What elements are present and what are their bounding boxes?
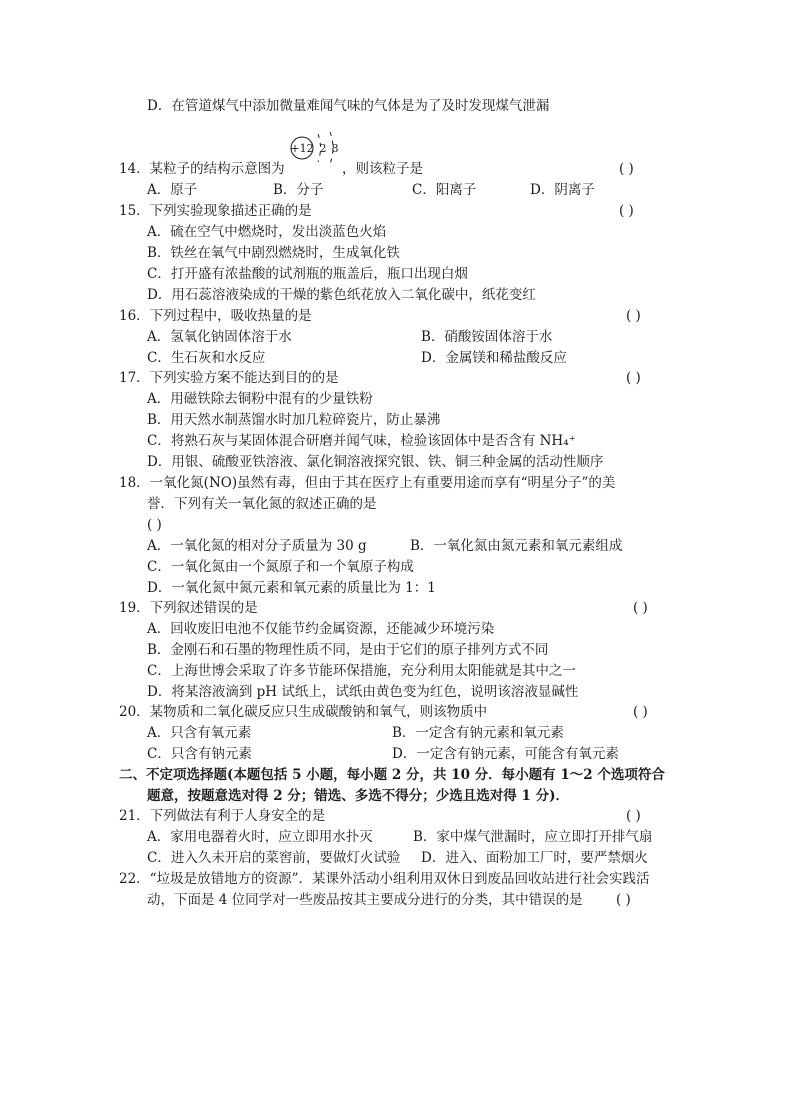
q22-stem-line2: 动，下面是 4 位同学对一些废品按其主要成分进行的分类，其中错误的是 <box>147 892 583 908</box>
q16-answer-paren: ( ) <box>626 308 641 324</box>
q16-option-a: A．氢氧化钠固体溶于水 <box>147 329 292 345</box>
q16-option-b: B．硝酸铵固体溶于水 <box>421 329 553 345</box>
q19-option-d: D．将某溶液滴到 pH 试纸上，试纸由黄色变为红色，说明该溶液显碱性 <box>147 684 579 700</box>
q17-option-b: B．用天然水制蒸馏水时加几粒碎瓷片，防止暴沸 <box>147 412 441 428</box>
q21-option-c: C．进入久未开启的菜窖前，要做灯火试验 <box>147 850 401 866</box>
q17-stem: 17．下列实验方案不能达到目的的是 <box>119 370 339 386</box>
q20-option-b: B．一定含有钠元素和氧元素 <box>392 725 564 741</box>
q21-option-b: B．家中煤气泄漏时，应立即打开排气扇 <box>413 829 653 845</box>
q14-option-a: A．原子 <box>147 182 198 198</box>
q22-answer-paren: ( ) <box>616 892 631 908</box>
q15-stem: 15．下列实验现象描述正确的是 <box>119 203 312 219</box>
q20-option-c: C．只含有钠元素 <box>147 746 252 762</box>
q14-option-b: B．分子 <box>273 182 324 198</box>
q22-stem-line1: 22．“垃圾是放错地方的资源”．某课外活动小组利用双休日到废品回收站进行社会实践活 <box>119 871 650 887</box>
q14-stem-tail: ，则该粒子是 <box>342 161 423 177</box>
q14-answer-paren: ( ) <box>619 161 634 177</box>
q15-option-b: B．铁丝在氧气中剧烈燃烧时，生成氧化铁 <box>147 245 400 261</box>
q18-option-c: C．一氧化氮由一个氮原子和一个氧原子构成 <box>147 559 414 575</box>
q17-option-c: C．将熟石灰与某固体混合研磨并闻气味，检验该固体中是否含有 NH₄⁺ <box>147 433 576 449</box>
q18-answer-paren: ( ) <box>147 517 162 533</box>
q18-option-b: B．一氧化氮由氮元素和氧元素组成 <box>410 538 623 554</box>
q18-option-d: D．一氧化氮中氮元素和氧元素的质量比为 1：1 <box>147 580 436 596</box>
atom-shell-2-electrons: 8 <box>331 142 339 155</box>
q18-stem-line2: 誉．下列有关一氧化氮的叙述正确的是 <box>147 496 377 512</box>
q16-option-c: C．生石灰和水反应 <box>147 350 266 366</box>
q19-stem: 19．下列叙述错误的是 <box>119 600 258 616</box>
atom-nucleus-charge: +12 <box>290 142 314 155</box>
section-2-heading-line2: 题意，按题意选对得 2 分；错选、多选不得分；少选且选对得 1 分)． <box>147 788 569 804</box>
atom-shell-1-electrons: 2 <box>319 142 327 155</box>
q19-option-b: B．金刚石和石墨的物理性质不同，是由于它们的原子排列方式不同 <box>147 642 549 658</box>
q21-answer-paren: ( ) <box>626 808 641 824</box>
q19-option-c: C．上海世博会采取了许多节能环保措施，充分利用太阳能就是其中之一 <box>147 663 576 679</box>
q21-stem: 21．下列做法有利于人身安全的是 <box>119 808 326 824</box>
q14-option-d: D．阴离子 <box>530 182 595 198</box>
q17-option-d: D．用银、硫酸亚铁溶液、氯化铜溶液探究银、铁、铜三种金属的活动性顺序 <box>147 454 604 470</box>
q15-option-d: D．用石蕊溶液染成的干燥的紫色纸花放入二氧化碳中，纸花变红 <box>147 287 536 303</box>
atom-structure-diagram <box>288 126 348 170</box>
q20-stem: 20．某物质和二氧化碳反应只生成碳酸钠和氧气，则该物质中 <box>119 704 488 720</box>
q21-option-a: A．家用电器着火时，应立即用水扑灭 <box>147 829 373 845</box>
q15-answer-paren: ( ) <box>619 203 634 219</box>
q18-stem-line1: 18．一氧化氮(NO)虽然有毒，但由于其在医疗上有重要用途而享有“明星分子”的美 <box>119 475 616 491</box>
q15-option-c: C．打开盛有浓盐酸的试剂瓶的瓶盖后，瓶口出现白烟 <box>147 266 468 282</box>
q18-option-a: A．一氧化氮的相对分子质量为 30 g <box>147 538 367 554</box>
q19-answer-paren: ( ) <box>633 600 648 616</box>
q20-option-a: A．只含有氧元素 <box>147 725 252 741</box>
q21-option-d: D．进入、面粉加工厂时，要严禁烟火 <box>421 850 648 866</box>
q15-option-a: A．硫在空气中燃烧时，发出淡蓝色火焰 <box>147 224 387 240</box>
q16-option-d: D．金属镁和稀盐酸反应 <box>421 350 567 366</box>
q14-option-c: C．阳离子 <box>412 182 477 198</box>
q20-option-d: D．一定含有钠元素，可能含有氧元素 <box>392 746 619 762</box>
section-2-heading-line1: 二、不定项选择题(本题包括 5 小题，每小题 2 分，共 10 分．每小题有 1～2 个选项符合 <box>119 767 665 783</box>
q16-stem: 16．下列过程中，吸收热量的是 <box>119 308 312 324</box>
q13-option-d: D．在管道煤气中添加微量难闻气味的气体是为了及时发现煤气泄漏 <box>147 98 550 114</box>
q17-option-a: A．用磁铁除去铜粉中混有的少量铁粉 <box>147 391 373 407</box>
q14-stem: 14．某粒子的结构示意图为 <box>119 161 285 177</box>
q20-answer-paren: ( ) <box>633 704 648 720</box>
q17-answer-paren: ( ) <box>626 370 641 386</box>
q19-option-a: A．回收废旧电池不仅能节约金属资源，还能减少环境污染 <box>147 621 495 637</box>
